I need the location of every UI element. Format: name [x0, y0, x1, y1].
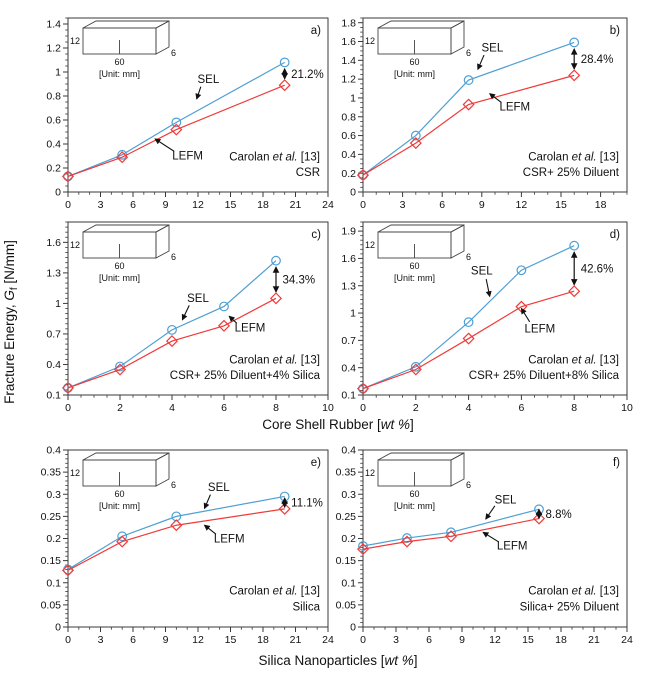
y-tick-label: 0.3: [341, 488, 356, 501]
inset-unit-label: [Unit: mm]: [393, 273, 436, 283]
plot-border: [68, 18, 328, 192]
inset-height-label: 12: [69, 240, 80, 250]
y-tick-label: 0.2: [341, 167, 356, 180]
inset-labels: [365, 468, 471, 511]
sel-arrow: [205, 495, 211, 509]
inset-length-label: 60: [114, 489, 125, 499]
y-tick-label: 0.7: [341, 334, 356, 347]
lefm-label: LEFM: [213, 533, 245, 546]
sel-label: SEL: [197, 73, 220, 86]
x-tick-label: 24: [322, 634, 334, 646]
x-tick-label: 24: [621, 634, 633, 646]
note-line: Silica: [292, 601, 320, 614]
panel-letter: b): [609, 25, 620, 37]
y-axis-ticks: [336, 445, 363, 634]
y-tick-label: 0.8: [46, 90, 61, 103]
y-tick-label: 0.25: [335, 510, 356, 523]
inset-thickness-label: 6: [466, 252, 472, 262]
x-tick-label: 21: [289, 199, 302, 211]
x-tick-label: 6: [518, 402, 525, 414]
x-tick-label: 15: [555, 199, 567, 211]
lefm-marker: [279, 80, 289, 90]
x-tick-label: 6: [439, 199, 446, 211]
x-tick-label: 0: [65, 634, 71, 646]
note-line: Silica+ 25% Diluent: [519, 601, 619, 614]
inset-unit-label: [Unit: mm]: [98, 273, 141, 283]
inset-height-label: 12: [364, 468, 375, 478]
sel-label: SEL: [481, 42, 504, 55]
x-tick-label: 0: [360, 199, 366, 211]
x-tick-label: 18: [257, 199, 269, 211]
inset-height-label: 12: [364, 36, 375, 46]
y-tick-label: 1.3: [46, 267, 61, 280]
x-tick-label: 12: [515, 199, 528, 211]
y-tick-label: 0.05: [335, 599, 356, 612]
y-axis-ticks: [41, 445, 68, 634]
panel-d: [341, 222, 633, 414]
x-tick-label: 9: [162, 634, 169, 646]
x-axis-ticks: [360, 395, 633, 414]
sel-arrow: [197, 87, 201, 99]
y-tick-label: 1.6: [341, 253, 356, 266]
specimen-inset: [378, 21, 464, 54]
y-tick-label: 1.4: [46, 18, 61, 31]
y-tick-label: 1: [350, 307, 356, 320]
y-tick-label: 1.6: [341, 36, 356, 49]
x-tick-label: 0: [360, 402, 366, 414]
y-tick-label: 0.4: [46, 138, 61, 151]
y-tick-label: 1.2: [341, 73, 356, 86]
sel-label: SEL: [207, 482, 230, 495]
x-axis-ticks: [360, 192, 627, 211]
y-tick-label: 0.4: [341, 362, 356, 375]
y-tick-label: 1.2: [46, 42, 61, 55]
panel-b: [341, 17, 627, 211]
y-tick-label: 0.35: [40, 466, 61, 479]
note-line: CSR: [295, 166, 320, 179]
x-tick-label: 0: [65, 402, 71, 414]
y-tick-label: 0.1: [46, 389, 61, 402]
y-tick-label: 0.4: [341, 444, 356, 457]
y-tick-label: 1.6: [46, 236, 61, 249]
sel-label: SEL: [470, 265, 493, 278]
note-line: Carolan et al. [13]: [229, 354, 320, 367]
pct-diff-label: 8.8%: [545, 508, 572, 521]
lefm-label: LEFM: [172, 150, 203, 163]
inset-unit-label: [Unit: mm]: [98, 69, 141, 79]
y-tick-label: 0.15: [335, 555, 356, 568]
inset-thickness-label: 6: [466, 48, 472, 58]
inset-height-label: 12: [69, 468, 80, 478]
x-tick-label: 18: [257, 634, 269, 646]
lefm-label: LEFM: [499, 101, 531, 114]
inset-labels: [365, 240, 471, 283]
x-tick-label: 15: [224, 199, 237, 211]
y-tick-label: 0.2: [341, 533, 356, 546]
y-tick-label: 0.8: [341, 111, 356, 124]
y-tick-label: 1: [55, 298, 61, 311]
panel-letter: f): [612, 457, 620, 469]
note-line: Carolan et al. [13]: [528, 354, 619, 367]
x-axis-title-bottom: Silica Nanoparticles [wt %]: [258, 653, 418, 668]
y-tick-label: 0.1: [341, 577, 356, 590]
inset-thickness-label: 6: [171, 480, 177, 490]
x-tick-label: 6: [221, 402, 227, 414]
pct-diff-label: 21.2%: [291, 68, 324, 81]
x-tick-label: 12: [192, 199, 204, 211]
inset-length-label: 60: [409, 489, 420, 499]
sel-arrow: [486, 279, 490, 296]
y-axis-title: Fracture Energy, $G_f$ [N/mm]: [2, 240, 20, 404]
x-tick-label: 6: [130, 634, 136, 646]
inset-unit-label: [Unit: mm]: [393, 501, 436, 511]
x-tick-label: 2: [412, 402, 419, 414]
x-tick-label: 3: [97, 199, 104, 211]
x-tick-label: 9: [478, 199, 485, 211]
x-tick-label: 4: [169, 402, 175, 414]
x-tick-label: 15: [224, 634, 237, 646]
y-tick-label: 1.3: [341, 280, 356, 293]
lefm-label: LEFM: [234, 322, 266, 335]
x-tick-label: 9: [459, 634, 465, 646]
pct-diff-label: 34.3%: [282, 274, 316, 287]
y-tick-label: 0.6: [46, 114, 61, 127]
x-tick-label: 2: [117, 402, 123, 414]
y-tick-label: 0.2: [46, 533, 61, 546]
panel-letter: e): [310, 457, 321, 469]
x-tick-label: 15: [522, 634, 534, 646]
x-tick-label: 9: [162, 199, 169, 211]
y-tick-label: 0.4: [46, 444, 61, 457]
y-tick-label: 0.7: [46, 328, 61, 341]
inset-unit-label: [Unit: mm]: [393, 69, 436, 79]
y-tick-label: 0.4: [46, 359, 61, 372]
y-tick-label: 0.15: [40, 555, 61, 568]
inset-length-label: 60: [114, 57, 125, 67]
x-tick-label: 3: [97, 634, 104, 646]
x-tick-label: 21: [588, 634, 600, 646]
x-axis-ticks: [360, 627, 633, 646]
inset-labels: [70, 36, 176, 79]
x-axis-ticks: [65, 627, 334, 646]
x-tick-label: 10: [322, 402, 334, 414]
y-tick-label: 0.35: [335, 466, 356, 479]
inset-height-label: 12: [364, 240, 375, 250]
inset-labels: [70, 468, 176, 511]
y-tick-label: 1.4: [341, 54, 356, 67]
lefm-label: LEFM: [524, 323, 556, 336]
x-tick-label: 6: [130, 199, 136, 211]
y-tick-label: 0: [55, 621, 61, 634]
y-tick-label: 0: [55, 186, 61, 199]
x-tick-label: 8: [273, 402, 279, 414]
sel-series: [64, 492, 289, 574]
y-axis-ticks: [46, 18, 68, 199]
x-tick-label: 12: [489, 634, 501, 646]
lefm-series: [63, 80, 290, 182]
inset-labels: [70, 240, 176, 283]
panel-e: [41, 445, 334, 646]
x-tick-label: 3: [399, 199, 406, 211]
note-line: CSR+ 25% Diluent+4% Silica: [169, 370, 320, 383]
sel-label: SEL: [494, 494, 517, 507]
lefm-label: LEFM: [496, 540, 528, 553]
specimen-inset: [378, 225, 464, 258]
x-tick-label: 18: [594, 199, 607, 211]
y-tick-label: 0.6: [341, 130, 356, 143]
y-tick-label: 1.8: [341, 17, 356, 30]
note-line: CSR+ 25% Diluent: [522, 166, 619, 179]
pct-diff-label: 28.4%: [580, 53, 614, 66]
x-tick-label: 4: [465, 402, 472, 414]
specimen-inset: [83, 453, 169, 486]
x-tick-label: 3: [393, 634, 399, 646]
inset-thickness-label: 6: [466, 480, 472, 490]
x-axis-ticks: [65, 395, 334, 414]
x-tick-label: 12: [192, 634, 204, 646]
y-tick-label: 0.1: [46, 577, 61, 590]
y-axis-ticks: [46, 222, 68, 402]
inset-labels: [365, 36, 471, 79]
specimen-inset: [378, 453, 464, 486]
y-axis-ticks: [341, 222, 363, 402]
x-tick-label: 6: [426, 634, 432, 646]
inset-length-label: 60: [409, 261, 420, 271]
x-tick-label: 0: [360, 634, 366, 646]
sel-label: SEL: [187, 293, 209, 306]
inset-length-label: 60: [409, 57, 420, 67]
inset-thickness-label: 6: [171, 48, 177, 58]
y-tick-label: 1: [55, 66, 61, 79]
x-tick-label: 8: [571, 402, 578, 414]
sel-arrow: [182, 305, 189, 319]
sel-arrow: [478, 55, 484, 69]
y-tick-label: 0.3: [46, 488, 61, 501]
y-tick-label: 0.1: [341, 389, 356, 402]
x-tick-label: 0: [65, 199, 71, 211]
y-tick-label: 1: [350, 92, 356, 105]
y-tick-label: 0.2: [46, 162, 61, 175]
sel-arrow: [486, 506, 495, 519]
inset-height-label: 12: [69, 36, 80, 46]
panel-a: [46, 18, 334, 211]
specimen-inset: [83, 21, 169, 54]
note-line: CSR+ 25% Diluent+8% Silica: [468, 370, 619, 383]
pct-diff-label: 42.6%: [580, 263, 614, 276]
x-tick-label: 10: [621, 402, 633, 414]
plot-border: [363, 222, 627, 395]
y-tick-label: 0.05: [40, 599, 61, 612]
lefm-series: [358, 70, 580, 180]
inset-thickness-label: 6: [171, 252, 177, 262]
panel-letter: d): [609, 229, 620, 241]
note-line: Carolan et al. [13]: [229, 585, 320, 598]
inset-length-label: 60: [114, 261, 125, 271]
y-tick-label: 1.9: [341, 225, 356, 238]
y-tick-label: 0.4: [341, 148, 356, 161]
plot-border: [68, 222, 328, 395]
y-tick-label: 0.25: [40, 510, 61, 523]
x-axis-ticks: [65, 192, 334, 211]
y-tick-label: 0: [350, 186, 356, 199]
note-line: Carolan et al. [13]: [528, 151, 619, 164]
lefm-series: [63, 504, 290, 576]
pct-diff-label: 11.1%: [291, 497, 323, 510]
lefm-arrow: [521, 309, 529, 322]
panel-c: [46, 222, 334, 414]
sel-marker: [280, 58, 289, 67]
panel-letter: a): [310, 25, 321, 37]
specimen-inset: [83, 225, 169, 258]
y-tick-label: 0: [350, 621, 356, 634]
plot-border: [68, 450, 328, 627]
panel-f: [336, 445, 633, 646]
note-line: Carolan et al. [13]: [528, 585, 619, 598]
inset-unit-label: [Unit: mm]: [98, 501, 141, 511]
x-tick-label: 24: [322, 199, 334, 211]
x-axis-title-top: Core Shell Rubber [wt %]: [262, 417, 414, 432]
x-tick-label: 18: [555, 634, 567, 646]
panel-letter: c): [311, 229, 321, 241]
x-tick-label: 21: [289, 634, 302, 646]
note-line: Carolan et al. [13]: [229, 151, 320, 164]
